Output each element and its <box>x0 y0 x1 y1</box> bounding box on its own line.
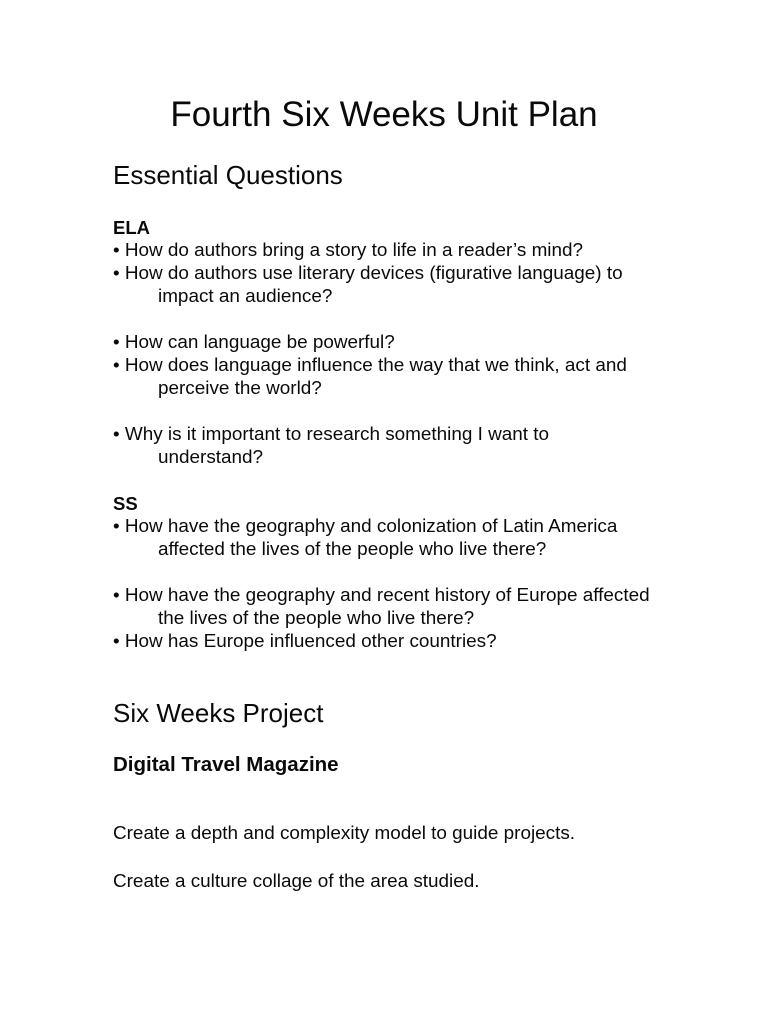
question-line: understand? <box>158 447 264 468</box>
question-item <box>113 331 713 354</box>
question-line: • How has Europe influenced other countries? <box>113 631 497 652</box>
question-line: • How have the geography and recent history of Europe affected <box>113 585 650 606</box>
subject-heading-ela: ELA <box>113 217 150 238</box>
question-line: impact an audience? <box>158 286 333 307</box>
question-item <box>113 423 713 469</box>
project-title: Digital Travel Magazine <box>113 753 339 776</box>
question-line: perceive the world? <box>158 378 322 399</box>
question-line: • How have the geography and colonization of Latin America <box>113 516 618 537</box>
question-line: • How can language be powerful? <box>113 332 395 353</box>
project-task: Create a culture collage of the area studied. <box>113 871 480 892</box>
section-heading-essential-questions: Essential Questions <box>113 160 343 190</box>
question-item <box>113 262 713 308</box>
question-item <box>113 515 713 561</box>
question-line: the lives of the people who live there? <box>158 608 475 629</box>
subject-heading-ss: SS <box>113 493 138 514</box>
essential-questions-list <box>113 216 713 653</box>
question-line: • How do authors bring a story to life in a reader’s mind? <box>113 240 584 261</box>
question-line: affected the lives of the people who live there? <box>158 539 547 560</box>
project-task: Create a depth and complexity model to guide projects. <box>113 823 576 844</box>
question-item <box>113 630 713 653</box>
page-title: Fourth Six Weeks Unit Plan <box>170 95 598 134</box>
question-item <box>113 584 713 630</box>
question-item <box>113 354 713 400</box>
section-heading-six-weeks-project: Six Weeks Project <box>113 698 324 728</box>
question-item <box>113 239 713 262</box>
question-line: • How do authors use literary devices (figurative language) to <box>113 263 623 284</box>
project-task-list <box>113 822 713 918</box>
question-line: • Why is it important to research something I want to <box>113 424 550 445</box>
question-line: • How does language influence the way that we think, act and <box>113 355 627 376</box>
